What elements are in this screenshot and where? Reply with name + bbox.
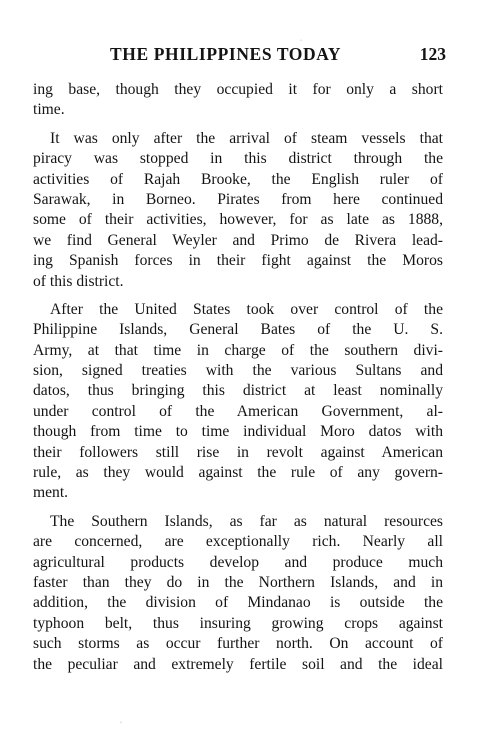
text-line: their followers still rise in revolt against American bbox=[33, 443, 443, 461]
text-line: the peculiar and extremely fertile soil and the ideal bbox=[33, 655, 443, 673]
running-title: THE PHILIPPINES TODAY bbox=[110, 44, 342, 64]
paragraph-4 bbox=[33, 512, 443, 675]
text-line: Army, at that time in charge of the southern divi- bbox=[33, 341, 443, 359]
text-line: are concerned, are exceptionally rich. Nearly all bbox=[33, 533, 443, 551]
text-line: ing Spanish forces in their fight against the Moros bbox=[33, 252, 443, 270]
page-number: 123 bbox=[419, 44, 446, 64]
print-speck: · bbox=[300, 38, 302, 44]
text-line: ing base, though they occupied it for only a short bbox=[33, 81, 443, 98]
text-line: Sarawak, in Borneo. Pirates from here continued bbox=[33, 190, 443, 208]
text-line: typhoon belt, thus insuring growing crops against bbox=[33, 614, 443, 632]
paragraph-2 bbox=[33, 129, 443, 292]
paragraph-1 bbox=[33, 80, 443, 121]
text-line: of this district. bbox=[33, 272, 124, 290]
text-line: some of their activities, however, for as late as 1888, bbox=[33, 211, 443, 229]
text-line: piracy was stopped in this district through the bbox=[33, 150, 443, 168]
text-line: agricultural products develop and produce much bbox=[33, 553, 443, 571]
text-line: time. bbox=[33, 101, 65, 119]
running-head bbox=[60, 44, 448, 66]
text-line: sion, signed treaties with the various Sultans and bbox=[33, 362, 443, 380]
text-line: though from time to time individual Moro datos with bbox=[33, 423, 443, 441]
text-line: under control of the American Government, al- bbox=[33, 402, 443, 420]
text-line: faster than they do in the Northern Islands, and in bbox=[33, 573, 443, 591]
paragraph-3 bbox=[33, 300, 443, 504]
text-line: we find General Weyler and Primo de Rivera lead- bbox=[33, 231, 443, 249]
text-line: It was only after the arrival of steam vessels that bbox=[50, 129, 443, 147]
print-speck: · bbox=[120, 720, 122, 726]
text-line: such storms as occur further north. On account of bbox=[33, 635, 443, 653]
text-line: After the United States took over control of the bbox=[50, 300, 443, 318]
text-line: rule, as they would against the rule of any govern- bbox=[33, 464, 443, 482]
text-line: datos, thus bringing this district at least nominally bbox=[33, 382, 443, 400]
body-text bbox=[33, 80, 443, 675]
text-line: The Southern Islands, as far as natural resources bbox=[50, 512, 443, 530]
text-line: ment. bbox=[33, 484, 69, 502]
text-line: addition, the division of Mindanao is outside the bbox=[33, 594, 443, 612]
text-line: activities of Rajah Brooke, the English ruler of bbox=[33, 170, 443, 188]
text-line: Philippine Islands, General Bates of the U. S. bbox=[33, 321, 443, 339]
